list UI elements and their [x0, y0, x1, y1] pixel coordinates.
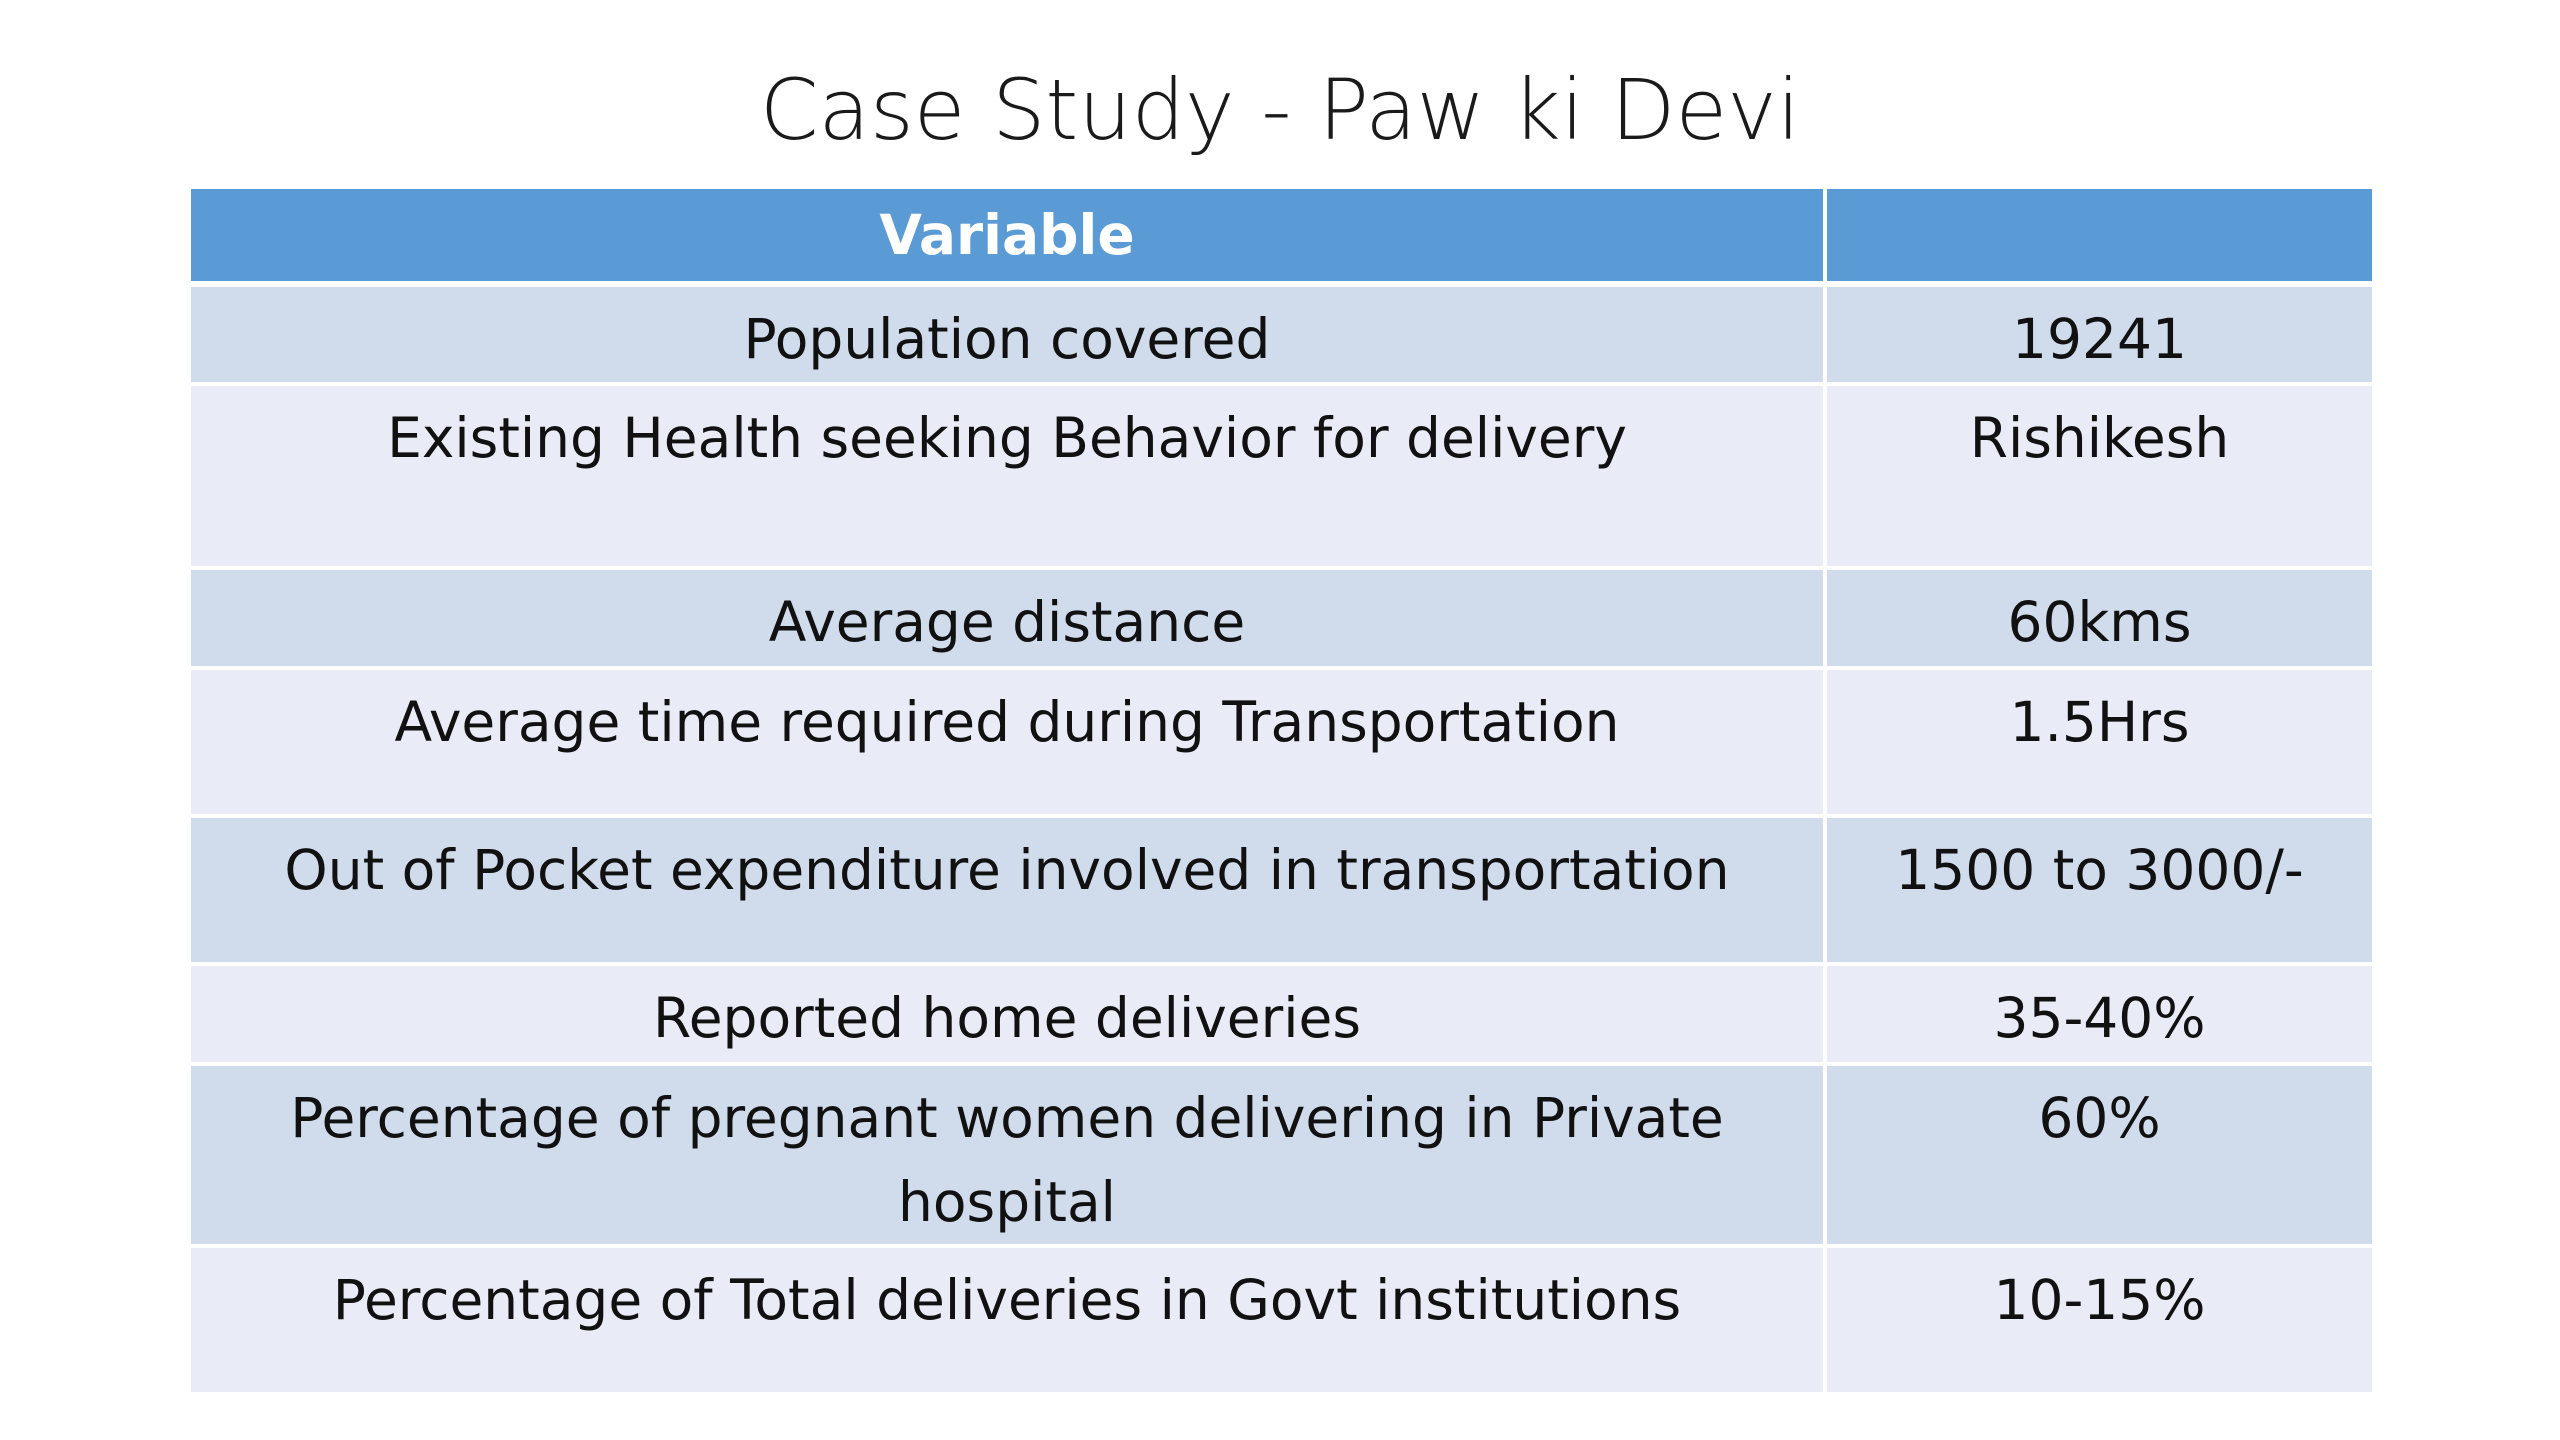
- variable-cell: Percentage of Total deliveries in Govt institutions: [191, 1246, 1825, 1394]
- variable-cell: Existing Health seeking Behavior for delivery: [191, 384, 1825, 568]
- table-row: [191, 568, 2372, 668]
- value-cell: 1.5Hrs: [1825, 668, 2372, 816]
- case-study-table: [191, 189, 2372, 1396]
- table-row: [191, 1246, 2372, 1394]
- table-row: [191, 284, 2372, 384]
- table-row: [191, 1064, 2372, 1246]
- slide-title: Case Study - Paw ki Devi: [759, 61, 1801, 159]
- header-variable: Variable: [191, 189, 1825, 284]
- variable-cell: Average distance: [191, 568, 1825, 668]
- value-cell: Rishikesh: [1825, 384, 2372, 568]
- table-row: [191, 816, 2372, 964]
- variable-cell: Percentage of pregnant women delivering in Private hospital: [191, 1064, 1825, 1246]
- variable-cell: Out of Pocket expenditure involved in transportation: [191, 816, 1825, 964]
- variable-cell: Population covered: [191, 284, 1825, 384]
- table-header-row: [191, 189, 2372, 284]
- value-cell: 60kms: [1825, 568, 2372, 668]
- table-row: [191, 668, 2372, 816]
- variable-cell: Average time required during Transportation: [191, 668, 1825, 816]
- value-cell: 19241: [1825, 284, 2372, 384]
- table-row: [191, 384, 2372, 568]
- header-value: [1825, 189, 2372, 284]
- value-cell: 60%: [1825, 1064, 2372, 1246]
- variable-cell: Reported home deliveries: [191, 964, 1825, 1064]
- table-row: [191, 964, 2372, 1064]
- value-cell: 1500 to 3000/-: [1825, 816, 2372, 964]
- value-cell: 10-15%: [1825, 1246, 2372, 1394]
- value-cell: 35-40%: [1825, 964, 2372, 1064]
